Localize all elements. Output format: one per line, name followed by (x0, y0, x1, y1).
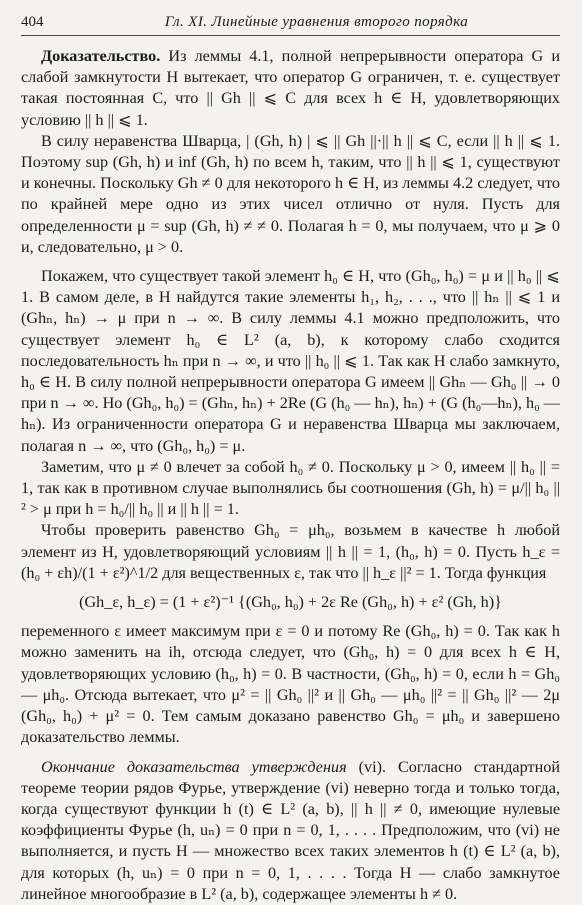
proof-paragraph-1 (21, 46, 560, 131)
page-header (21, 14, 560, 36)
proof-paragraph-2: В силу неравенства Шварца, | (Gh, h) | ⩽ || Gh ||·|| h || ⩽ C, если || h || ⩽ 1. Поэтому sup (Gh, h) и inf (Gh, h) по всем h, таким, что || h || ⩽ 1, существуют и конечны. Поскольку Gh ≠ 0 для некоторого h ∈ H, из леммы 4.2 следует, что по крайней мере одно из этих чисел отлично от нуля. Пусть для определенности μ = sup (Gh, h) ≠ ≠ 0. Полагая h = 0, мы получаем, что μ ⩾ 0 и, следовательно, μ > 0. (21, 131, 560, 256)
running-head: Гл. XI. Линейные уравнения второго порядка (164, 14, 469, 30)
proof-paragraph-6: переменного ε имеет максимум при ε = 0 и потому Re (Gh₀, h) = 0. Так как h можно заменить на ih, отсюда следует, что (Gh₀, h) = 0 для всех h ∈ H, удовлетворяющих условию (h₀, h) = 0. В частности, (Gh₀, h) = 0, если h = Gh₀ — μh₀. Отсюда вытекает, что μ² = || Gh₀ ||² и || Gh₀ — μh₀ ||² = || Gh₀ ||² — 2μ (Gh₀, h₀) + μ² = 0. Тем самым доказано равенство Gh₀ = μh₀ и завершено доказательство леммы. (21, 622, 560, 747)
proof-paragraph-1-text: Из леммы 4.1, полной непрерывности оператора G и слабой замкнутости H вытекает, что оператор G ограничен, т. е. существует такая постоянная C, что || Gh || ⩽ C для всех h ∈ H, удовлетворяющих условию || h || ⩽ 1. (21, 47, 560, 129)
conclusion-lead: Окончание доказательства утверждения (41, 757, 347, 776)
proof-paragraph-5: Чтобы проверить равенство Gh₀ = μh₀, возьмем в качестве h любой элемент из H, удовлетворяющий условиям || h || = 1, (h₀, h) = 0. Пусть h_ε = (h₀ + εh)/(1 + ε²)^1/2 для вещественных ε, так что || h_ε ||² = 1. Тогда функция (21, 521, 560, 582)
proof-lead: Доказательство. (41, 47, 161, 65)
proof-paragraph-3: Покажем, что существует такой элемент h₀ ∈ H, что (Gh₀, h₀) = μ и || h₀ || ⩽ 1. В самом деле, в H найдутся такие элементы h₁, h₂, . . ., что || hₙ || ⩽ 1 и (Ghₙ, hₙ) → μ при n → ∞. В силу леммы 4.1 можно предположить, что существует элемент h₀ ∈ L² (a, b), к которому слабо сходится последовательность hₙ при n → ∞, и что || h₀ || ⩽ 1. Так как H слабо замкнуто, h₀ ∈ H. В силу полной непрерывности оператора G имеем || Ghₙ — Gh₀ || → 0 при n → ∞. Но (Gh₀, h₀) = (Ghₙ, hₙ) + 2Re (G (h₀ — hₙ), hₙ) + (G (h₀—hₙ), h₀ — hₙ). Из ограниченности оператора G и неравенства Шварца мы заключаем, полагая n → ∞, что (Gh₀, h₀) = μ. (21, 267, 560, 455)
display-formula: (Gh_ε, h_ε) = (1 + ε²)⁻¹ {(Gh₀, h₀) + 2ε Re (Gh₀, h) + ε² (Gh, h)} (79, 593, 502, 612)
page-body (21, 46, 560, 905)
conclusion-paragraph (21, 757, 560, 905)
proof-paragraph-4: Заметим, что μ ≠ 0 влечет за собой h₀ ≠ 0. Поскольку μ > 0, имеем || h₀ || = 1, так как в противном случае выполнялись бы соотношения (Gh, h) = μ/|| h₀ ||² > μ при h = h₀/|| h₀ || и || h || = 1. (21, 457, 560, 519)
page-number: 404 (21, 14, 44, 30)
conclusion-text: (vi). Согласно стандартной теореме теории рядов Фурье, утверждение (vi) неверно тогда и только тогда, когда существуют функции h (t) ∈ L² (a, b), || h || ≠ 0, имеющие нулевые коэффициенты Фурье (h, uₙ) = 0 при n = 0, 1, . . . . Предположим, что (vi) не выполняется, и пусть H — множество всех таких элементов h (t) ∈ L² (a, b), для которых (h, uₙ) = 0 при n = 0, 1, . . . . Тогда H — слабо замкнутое линейное многообразие в L² (a, b), содержащее элементы h ≠ 0. (21, 757, 560, 903)
